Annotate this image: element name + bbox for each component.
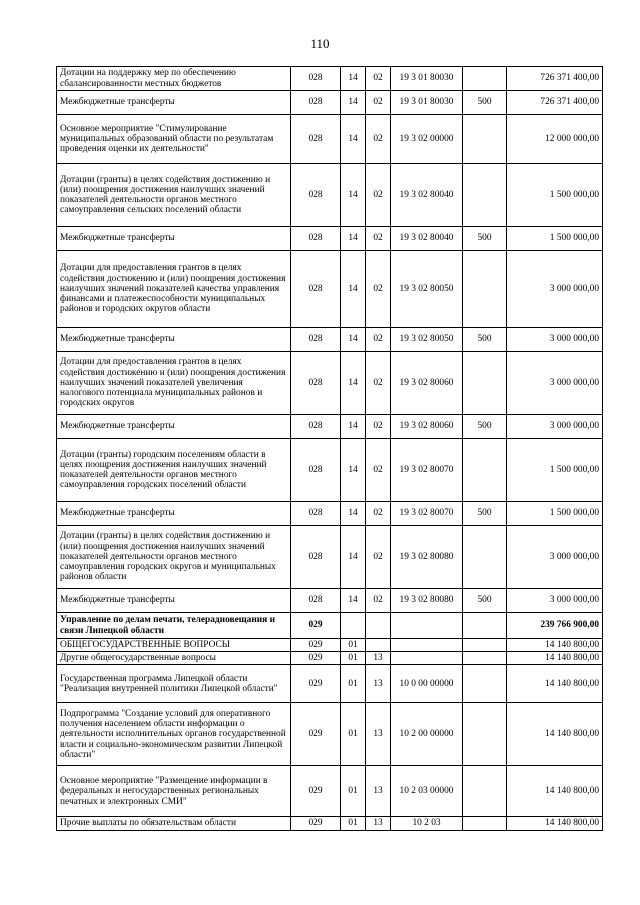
section-code: 14: [341, 251, 366, 328]
amount: 3 000 000,00: [507, 328, 603, 352]
target-article-code: 19 3 02 80080: [391, 526, 463, 589]
table-row: [57, 415, 603, 439]
subsection-code: 13: [366, 703, 391, 766]
section-code: 14: [341, 91, 366, 115]
subsection-code: 02: [366, 91, 391, 115]
section-code: 14: [341, 227, 366, 251]
subsection-code: 13: [366, 766, 391, 817]
table-row: [57, 115, 603, 164]
item-name: Межбюджетные трансферты: [57, 415, 291, 439]
amount: 726 371 400,00: [507, 91, 603, 115]
ministry-code: 028: [291, 115, 341, 164]
expense-type-code: 500: [463, 502, 507, 526]
ministry-code: 028: [291, 67, 341, 91]
section-code: 01: [341, 817, 366, 830]
amount: 3 000 000,00: [507, 415, 603, 439]
target-article-code: 19 3 02 80050: [391, 328, 463, 352]
table-row: [57, 502, 603, 526]
expense-type-code: [463, 665, 507, 703]
section-code: 01: [341, 639, 366, 652]
target-article-code: 19 3 01 80030: [391, 67, 463, 91]
amount: 14 140 800,00: [507, 766, 603, 817]
subsection-code: 02: [366, 251, 391, 328]
expense-type-code: [463, 352, 507, 415]
section-code: 14: [341, 67, 366, 91]
ministry-code: 028: [291, 439, 341, 502]
target-article-code: 19 3 02 00000: [391, 115, 463, 164]
section-code: 14: [341, 115, 366, 164]
table-row: [57, 91, 603, 115]
item-name: Межбюджетные трансферты: [57, 502, 291, 526]
section-code: 01: [341, 703, 366, 766]
expense-type-code: [463, 817, 507, 830]
item-name: Дотации (гранты) в целях содействия достижению и (или) поощрения достижения наилучших значений показателей деятельности органов местного самоуправления сельских поселений области: [57, 164, 291, 227]
ministry-code: 029: [291, 639, 341, 652]
amount: 12 000 000,00: [507, 115, 603, 164]
table-row: [57, 639, 603, 652]
amount: 3 000 000,00: [507, 352, 603, 415]
expense-type-code: [463, 251, 507, 328]
item-name: Основное мероприятие "Размещение информации в федеральных и негосударственных региональных печатных и электронных СМИ": [57, 766, 291, 817]
section-code: 14: [341, 415, 366, 439]
section-code: 01: [341, 665, 366, 703]
section-code: 01: [341, 652, 366, 665]
ministry-code: 028: [291, 328, 341, 352]
item-name: Дотации для предоставления грантов в целях содействия достижению и (или) поощрения достижения наилучших значений показателей увеличения налогового потенциала муниципальных районов и городских округов: [57, 352, 291, 415]
section-code: 14: [341, 352, 366, 415]
ministry-code: 029: [291, 766, 341, 817]
ministry-code: 028: [291, 352, 341, 415]
section-code: [341, 613, 366, 639]
section-code: 01: [341, 766, 366, 817]
ministry-code: 028: [291, 526, 341, 589]
amount: 1 500 000,00: [507, 227, 603, 251]
table-row: [57, 328, 603, 352]
table-row: [57, 589, 603, 613]
subsection-code: 02: [366, 502, 391, 526]
expense-type-code: 500: [463, 91, 507, 115]
ministry-code: 028: [291, 91, 341, 115]
expense-type-code: [463, 67, 507, 91]
item-name: Прочие выплаты по обязательствам области: [57, 817, 291, 830]
ministry-code: 028: [291, 589, 341, 613]
target-article-code: 19 3 02 80070: [391, 502, 463, 526]
amount: 3 000 000,00: [507, 526, 603, 589]
table-row: [57, 439, 603, 502]
ministry-code: 029: [291, 665, 341, 703]
amount: 239 766 900,00: [507, 613, 603, 639]
table-row: [57, 652, 603, 665]
table-row: [57, 703, 603, 766]
subsection-code: 02: [366, 328, 391, 352]
amount: 14 140 800,00: [507, 639, 603, 652]
amount: 14 140 800,00: [507, 817, 603, 830]
section-code: 14: [341, 526, 366, 589]
item-name: Управление по делам печати, телерадиовещания и связи Липецкой области: [57, 613, 291, 639]
subsection-code: 02: [366, 589, 391, 613]
target-article-code: 19 3 02 80040: [391, 164, 463, 227]
amount: 14 140 800,00: [507, 703, 603, 766]
table-row: [57, 526, 603, 589]
target-article-code: 10 2 03: [391, 817, 463, 830]
item-name: ОБЩЕГОСУДАРСТВЕННЫЕ ВОПРОСЫ: [57, 639, 291, 652]
expense-type-code: [463, 613, 507, 639]
table-row: [57, 164, 603, 227]
amount: 726 371 400,00: [507, 67, 603, 91]
table-row: [57, 251, 603, 328]
ministry-code: 028: [291, 251, 341, 328]
subsection-code: 02: [366, 67, 391, 91]
amount: 3 000 000,00: [507, 589, 603, 613]
subsection-code: 02: [366, 227, 391, 251]
expense-type-code: 500: [463, 227, 507, 251]
expense-type-code: 500: [463, 415, 507, 439]
target-article-code: 10 0 00 00000: [391, 665, 463, 703]
target-article-code: 19 3 01 80030: [391, 91, 463, 115]
budget-table: [56, 66, 603, 831]
target-article-code: 19 3 02 80050: [391, 251, 463, 328]
ministry-code: 028: [291, 227, 341, 251]
subsection-code: 13: [366, 665, 391, 703]
table-row: [57, 613, 603, 639]
section-code: 14: [341, 502, 366, 526]
ministry-code: 029: [291, 703, 341, 766]
target-article-code: 19 3 02 80060: [391, 352, 463, 415]
subsection-code: 02: [366, 526, 391, 589]
target-article-code: 10 2 00 00000: [391, 703, 463, 766]
item-name: Другие общегосударственные вопросы: [57, 652, 291, 665]
subsection-code: 02: [366, 439, 391, 502]
target-article-code: [391, 613, 463, 639]
page-number: 110: [310, 36, 330, 51]
ministry-code: 028: [291, 415, 341, 439]
table-row: [57, 817, 603, 830]
amount: 14 140 800,00: [507, 652, 603, 665]
expense-type-code: [463, 439, 507, 502]
expense-type-code: [463, 703, 507, 766]
table-row: [57, 67, 603, 91]
ministry-code: 028: [291, 164, 341, 227]
target-article-code: 10 2 03 00000: [391, 766, 463, 817]
section-code: 14: [341, 164, 366, 227]
amount: 1 500 000,00: [507, 164, 603, 227]
expense-type-code: 500: [463, 589, 507, 613]
table-row: [57, 352, 603, 415]
table-row: [57, 766, 603, 817]
target-article-code: 19 3 02 80060: [391, 415, 463, 439]
target-article-code: 19 3 02 80070: [391, 439, 463, 502]
subsection-code: 02: [366, 115, 391, 164]
item-name: Дотации для предоставления грантов в целях содействия достижению и (или) поощрения достижения наилучших значений показателей качества управления финансами и платежеспособности муниципальных районов и городских округов области: [57, 251, 291, 328]
ministry-code: 028: [291, 502, 341, 526]
subsection-code: 02: [366, 415, 391, 439]
expense-type-code: 500: [463, 328, 507, 352]
subsection-code: [366, 613, 391, 639]
section-code: 14: [341, 328, 366, 352]
table-row: [57, 227, 603, 251]
amount: 1 500 000,00: [507, 439, 603, 502]
table-row: [57, 665, 603, 703]
expense-type-code: [463, 526, 507, 589]
ministry-code: 029: [291, 652, 341, 665]
amount: 3 000 000,00: [507, 251, 603, 328]
subsection-code: 13: [366, 817, 391, 830]
item-name: Межбюджетные трансферты: [57, 227, 291, 251]
item-name: Дотации (гранты) в целях содействия достижению и (или) поощрения достижения наилучших значений показателей деятельности органов местного самоуправления городских округов и муниципальных районов области: [57, 526, 291, 589]
target-article-code: [391, 652, 463, 665]
section-code: 14: [341, 439, 366, 502]
item-name: Дотации на поддержку мер по обеспечению сбалансированности местных бюджетов: [57, 67, 291, 91]
target-article-code: 19 3 02 80080: [391, 589, 463, 613]
item-name: Дотации (гранты) городским поселениям области в целях поощрения достижения наилучших значений показателей деятельности органов местного самоуправления городских поселений области: [57, 439, 291, 502]
item-name: Основное мероприятие "Стимулирование муниципальных образований области по результатам проведения оценки их деятельности": [57, 115, 291, 164]
subsection-code: 13: [366, 652, 391, 665]
expense-type-code: [463, 766, 507, 817]
ministry-code: 029: [291, 613, 341, 639]
item-name: Межбюджетные трансферты: [57, 91, 291, 115]
item-name: Межбюджетные трансферты: [57, 328, 291, 352]
target-article-code: [391, 639, 463, 652]
subsection-code: 02: [366, 164, 391, 227]
item-name: Государственная программа Липецкой области "Реализация внутренней политики Липецкой области": [57, 665, 291, 703]
subsection-code: [366, 639, 391, 652]
expense-type-code: [463, 639, 507, 652]
target-article-code: 19 3 02 80040: [391, 227, 463, 251]
item-name: Подпрограмма "Создание условий для оперативного получения населением области информации о деятельности исполнительных органов государственной власти и социально-экономическом развитии Липецкой области": [57, 703, 291, 766]
section-code: 14: [341, 589, 366, 613]
expense-type-code: [463, 115, 507, 164]
expense-type-code: [463, 164, 507, 227]
ministry-code: 029: [291, 817, 341, 830]
item-name: Межбюджетные трансферты: [57, 589, 291, 613]
amount: 1 500 000,00: [507, 502, 603, 526]
subsection-code: 02: [366, 352, 391, 415]
amount: 14 140 800,00: [507, 665, 603, 703]
expense-type-code: [463, 652, 507, 665]
